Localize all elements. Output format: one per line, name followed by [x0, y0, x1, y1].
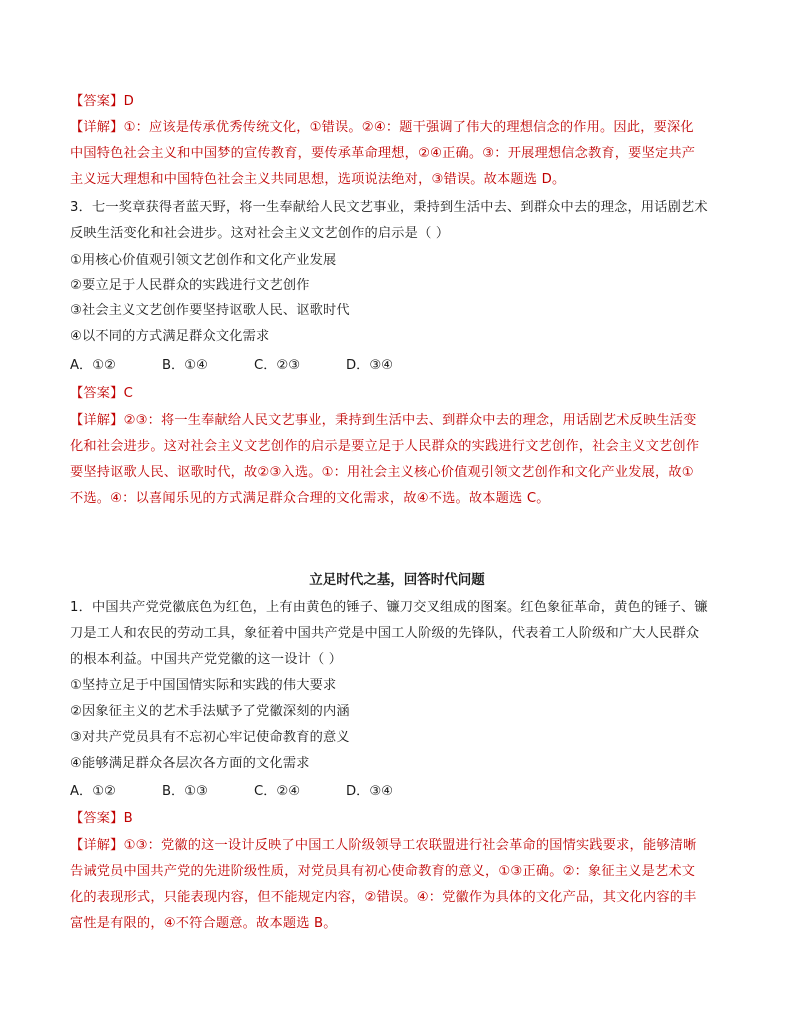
- statement: ③社会主义文艺创作要坚持讴歌人民、讴歌时代: [70, 303, 350, 318]
- option-a: A．①②: [70, 784, 116, 799]
- option-b: B．①③: [162, 784, 208, 799]
- question-stem: 1．中国共产党党徽底色为红色，上有由黄色的锤子、镰刀交叉组成的图案。红色象征革命，黄色的锤子、镰: [70, 600, 708, 615]
- detail-line: 主义远大理想和中国特色社会主义共同思想，选项说法绝对，③错误。故本题选 D。: [70, 172, 566, 187]
- option-a: A．①②: [70, 358, 116, 373]
- statement: ④以不同的方式满足群众文化需求: [70, 329, 270, 344]
- detail-line: 不选。④：以喜闻乐见的方式满足群众合理的文化需求，故④不选。故本题选 C。: [70, 491, 550, 506]
- detail-line: 化和社会进步。这对社会主义文艺创作的启示是要立足于人民群众的实践进行文艺创作，社会主义文艺创作: [70, 439, 700, 454]
- option-d: D．③④: [346, 784, 393, 799]
- detail-line: 化的表现形式，只能表现内容，但不能规定内容，②错误。④：党徽作为具体的文化产品，其文化内容的丰: [70, 890, 697, 905]
- option-b: B．①④: [162, 358, 208, 373]
- answer-label: 【答案】: [70, 386, 124, 401]
- statement: ②要立足于人民群众的实践进行文艺创作: [70, 278, 310, 293]
- option-c: C．②③: [254, 358, 301, 373]
- answer-label: 【答案】: [70, 811, 124, 826]
- question-stem: 刀是工人和农民的劳动工具，象征着中国共产党是中国工人阶级的先锋队，代表着工人阶级和广大人民群众: [70, 626, 700, 641]
- statement: ③对共产党员具有不忘初心牢记使命教育的意义: [70, 730, 350, 745]
- section-title: 立足时代之基，回答时代问题: [309, 572, 485, 588]
- detail-text: ①③：党徽的这一设计反映了中国工人阶级领导工农联盟进行社会革命的国情实践要求，能够清晰: [123, 838, 697, 853]
- question-stem: 反映生活变化和社会进步。这对社会主义文艺创作的启示是（ ）: [70, 226, 450, 241]
- detail-line: [70, 836, 728, 856]
- detail-line: 中国特色社会主义和中国梦的宣传教育，要传承革命理想，②④正确。③：开展理想信念教育，要坚定共产: [70, 146, 696, 161]
- statement: ④能够满足群众各层次各方面的文化需求: [70, 756, 310, 771]
- detail-line: 富性是有限的，④不符合题意。故本题选 B。: [70, 916, 337, 931]
- option-d: D．③④: [346, 358, 393, 373]
- question-stem: 的根本利益。中国共产党党徽的这一设计（ ）: [70, 652, 343, 667]
- detail-line: 告诫党员中国共产党的先进阶级性质，对党员具有初心使命教育的意义，①③正确。②：象征主义是艺术文: [70, 864, 696, 879]
- answer-value: D: [123, 94, 134, 109]
- detail-label: 【详解】: [70, 120, 124, 135]
- option-c: C．②④: [254, 784, 301, 799]
- statement: ①用核心价值观引领文艺创作和文化产业发展: [70, 253, 337, 268]
- detail-line: 要坚持讴歌人民、讴歌时代，故②③入选。①：用社会主义核心价值观引领文艺创作和文化产业发展，故①: [70, 465, 694, 480]
- answer-value: C: [123, 386, 133, 401]
- detail-text: ①：应该是传承优秀传统文化，①错误。②④：题干强调了伟大的理想信念的作用。因此，要深化: [123, 120, 694, 135]
- options-row: [70, 356, 438, 376]
- question-stem: 3．七一奖章获得者蓝天野，将一生奉献给人民文艺事业，秉持到生活中去、到群众中去的理念，用话剧艺术: [70, 200, 708, 215]
- detail-label: 【详解】: [70, 838, 124, 853]
- answer-line: [70, 384, 728, 404]
- answer-label: 【答案】: [70, 94, 124, 109]
- options-row: [70, 782, 438, 802]
- detail-text: ②③：将一生奉献给人民文艺事业，秉持到生活中去、到群众中去的理念，用话剧艺术反映生活变: [123, 413, 697, 428]
- answer-line: [70, 92, 728, 112]
- answer-value: B: [123, 811, 133, 826]
- answer-line: [70, 809, 728, 829]
- detail-label: 【详解】: [70, 413, 124, 428]
- detail-line: [70, 118, 728, 138]
- detail-line: [70, 411, 728, 431]
- statement: ①坚持立足于中国国情实际和实践的伟大要求: [70, 678, 337, 693]
- statement: ②因象征主义的艺术手法赋予了党徽深刻的内涵: [70, 704, 350, 719]
